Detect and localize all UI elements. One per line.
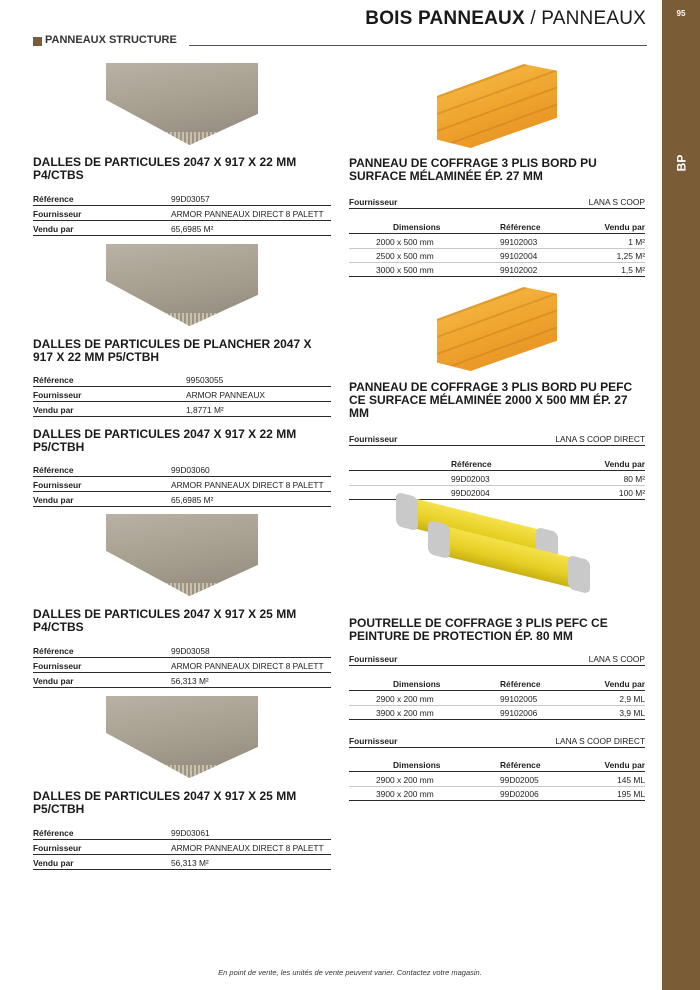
- product-title: DALLES DE PARTICULES 2047 X 917 X 22 MM P5/CTBH: [33, 427, 297, 454]
- beam-cap: [568, 555, 590, 594]
- particle-board-image: [106, 63, 258, 145]
- info-row-vendu-par: [33, 673, 331, 688]
- fournisseur-value: LANA S COOP DIRECT: [555, 736, 645, 746]
- cell-dimensions: 3900 x 200 mm: [376, 789, 434, 799]
- product-title: POUTRELLE DE COFFRAGE 3 PLIS PEFC CE PEINTURE DE PROTECTION ÉP. 80 MM: [349, 616, 608, 643]
- cell-vendu-par: 195 ML: [617, 789, 645, 799]
- info-row-vendu-par: [33, 402, 331, 417]
- vendu-par-label: Vendu par: [33, 405, 74, 415]
- vendu-par-value: 1,8771 M²: [186, 405, 224, 415]
- table-row: [349, 486, 645, 500]
- fournisseur-value: LANA S COOP DIRECT: [555, 434, 645, 444]
- table-row: [349, 249, 645, 263]
- fournisseur-value: ARMOR PANNEAUX DIRECT 8 PALETT: [171, 480, 324, 490]
- table-row: [349, 472, 645, 486]
- vendu-par-label: Vendu par: [33, 858, 74, 868]
- info-row-reference: [33, 462, 331, 477]
- fournisseur-label: Fournisseur: [349, 654, 398, 664]
- fournisseur-label: Fournisseur: [349, 434, 398, 444]
- reference-value: 99503055: [186, 375, 224, 385]
- table-row: [349, 706, 645, 720]
- info-row-reference: [33, 643, 331, 658]
- reference-label: Référence: [33, 194, 74, 204]
- reference-label: Référence: [33, 465, 74, 475]
- title-sub: PANNEAUX: [541, 8, 646, 29]
- cell-vendu-par: 1,25 M²: [616, 251, 645, 261]
- product-title: DALLES DE PARTICULES 2047 X 917 X 25 MM P4/CTBS: [33, 607, 297, 634]
- cell-reference: 99D02003: [451, 474, 490, 484]
- cell-vendu-par: 1,5 M²: [621, 265, 645, 275]
- particle-board-image: [106, 514, 258, 596]
- cell-dimensions: 3900 x 200 mm: [376, 708, 434, 718]
- info-row-reference: [33, 372, 331, 387]
- fournisseur-label: Fournisseur: [33, 480, 82, 490]
- cell-reference: 99102005: [500, 694, 538, 704]
- product-title: DALLES DE PARTICULES DE PLANCHER 2047 X 917 X 22 MM P5/CTBH: [33, 337, 312, 364]
- title-separator: /: [530, 8, 536, 29]
- fournisseur-value: ARMOR PANNEAUX: [186, 390, 265, 400]
- table-row: [349, 787, 645, 801]
- col-reference: Référence: [500, 222, 541, 232]
- formwork-beam-image: [398, 508, 598, 604]
- cell-vendu-par: 2,9 ML: [619, 694, 645, 704]
- table-header-row: [349, 677, 645, 691]
- info-row-fournisseur: [33, 840, 331, 855]
- col-dimensions: Dimensions: [393, 760, 441, 770]
- particle-board-image: [106, 696, 258, 778]
- table-header-row: [349, 220, 645, 234]
- cell-reference: 99102004: [500, 251, 538, 261]
- table-row: [349, 235, 645, 249]
- fournisseur-value: ARMOR PANNEAUX DIRECT 8 PALETT: [171, 843, 324, 853]
- page-number: 95: [676, 9, 686, 18]
- col-dimensions: Dimensions: [393, 679, 441, 689]
- vendu-par-value: 65,6985 M²: [171, 495, 214, 505]
- vendu-par-value: 56,313 M²: [171, 676, 209, 686]
- particle-board-image: [106, 244, 258, 326]
- formwork-panel-image: [437, 287, 557, 371]
- cell-reference: 99D02004: [451, 488, 490, 498]
- table-header-row: [349, 457, 645, 471]
- reference-value: 99D03058: [171, 646, 210, 656]
- fournisseur-label: Fournisseur: [349, 197, 398, 207]
- info-row-fournisseur: [349, 194, 645, 209]
- product-title: DALLES DE PARTICULES 2047 X 917 X 22 MM P4/CTBS: [33, 155, 297, 182]
- formwork-panel-image: [437, 64, 557, 148]
- info-row-fournisseur: [33, 477, 331, 492]
- product-title: DALLES DE PARTICULES 2047 X 917 X 25 MM P5/CTBH: [33, 789, 297, 816]
- table-header-row: [349, 758, 645, 772]
- beam-cap: [428, 520, 450, 559]
- fournisseur-label: Fournisseur: [33, 390, 82, 400]
- col-vendu-par: Vendu par: [604, 222, 645, 232]
- info-row-fournisseur: [33, 658, 331, 673]
- table-row: [349, 692, 645, 706]
- vendu-par-label: Vendu par: [33, 676, 74, 686]
- table-row: [349, 263, 645, 277]
- side-tab-text: BP: [673, 154, 688, 172]
- info-row-fournisseur: [33, 206, 331, 221]
- fournisseur-label: Fournisseur: [33, 661, 82, 671]
- footer-note: En point de vente, les unités de vente peuvent varier. Contactez votre magasin.: [218, 968, 482, 977]
- cell-vendu-par: 3,9 ML: [619, 708, 645, 718]
- col-reference: Référence: [500, 760, 541, 770]
- reference-label: Référence: [33, 375, 74, 385]
- cell-reference: 99102002: [500, 265, 538, 275]
- info-row-fournisseur: [349, 733, 645, 748]
- col-dimensions: Dimensions: [393, 222, 441, 232]
- vendu-par-value: 65,6985 M²: [171, 224, 214, 234]
- product-title: PANNEAU DE COFFRAGE 3 PLIS BORD PU PEFC CE SURFACE MÉLAMINÉE 2000 X 500 MM ÉP. 27 MM: [349, 380, 633, 420]
- table-row: [349, 773, 645, 787]
- info-row-fournisseur: [33, 387, 331, 402]
- info-row-reference: [33, 191, 331, 206]
- vendu-par-value: 56,313 M²: [171, 858, 209, 868]
- page-title: [365, 8, 646, 30]
- col-reference: Référence: [451, 459, 492, 469]
- product-title: PANNEAU DE COFFRAGE 3 PLIS BORD PU SURFACE MÉLAMINÉE ÉP. 27 MM: [349, 156, 597, 183]
- cell-vendu-par: 1 M²: [628, 237, 645, 247]
- cell-dimensions: 3000 x 500 mm: [376, 265, 434, 275]
- fournisseur-value: LANA S COOP: [588, 654, 645, 664]
- col-vendu-par: Vendu par: [604, 760, 645, 770]
- section-heading: [33, 34, 647, 50]
- fournisseur-value: ARMOR PANNEAUX DIRECT 8 PALETT: [171, 209, 324, 219]
- info-row-reference: [33, 825, 331, 840]
- cell-vendu-par: 100 M²: [618, 488, 645, 498]
- title-main: BOIS PANNEAUX: [365, 8, 525, 29]
- info-row-vendu-par: [33, 492, 331, 507]
- cell-vendu-par: 80 M²: [623, 474, 645, 484]
- fournisseur-label: Fournisseur: [33, 843, 82, 853]
- col-reference: Référence: [500, 679, 541, 689]
- side-tab: [662, 0, 700, 990]
- section-rule: [189, 45, 647, 46]
- fournisseur-label: Fournisseur: [33, 209, 82, 219]
- section-square-icon: [33, 37, 42, 46]
- reference-label: Référence: [33, 646, 74, 656]
- vendu-par-label: Vendu par: [33, 224, 74, 234]
- info-row-vendu-par: [33, 221, 331, 236]
- cell-reference: 99102003: [500, 237, 538, 247]
- cell-dimensions: 2000 x 500 mm: [376, 237, 434, 247]
- vendu-par-label: Vendu par: [33, 495, 74, 505]
- cell-reference: 99D02006: [500, 789, 539, 799]
- section-label: PANNEAUX STRUCTURE: [45, 34, 177, 46]
- cell-reference: 99102006: [500, 708, 538, 718]
- info-row-fournisseur: [349, 431, 645, 446]
- fournisseur-label: Fournisseur: [349, 736, 398, 746]
- cell-vendu-par: 145 ML: [617, 775, 645, 785]
- col-vendu-par: Vendu par: [604, 679, 645, 689]
- info-row-vendu-par: [33, 855, 331, 870]
- cell-dimensions: 2900 x 200 mm: [376, 694, 434, 704]
- fournisseur-value: ARMOR PANNEAUX DIRECT 8 PALETT: [171, 661, 324, 671]
- reference-label: Référence: [33, 828, 74, 838]
- info-row-fournisseur: [349, 651, 645, 666]
- cell-reference: 99D02005: [500, 775, 539, 785]
- reference-value: 99D03057: [171, 194, 210, 204]
- reference-value: 99D03060: [171, 465, 210, 475]
- cell-dimensions: 2500 x 500 mm: [376, 251, 434, 261]
- cell-dimensions: 2900 x 200 mm: [376, 775, 434, 785]
- col-vendu-par: Vendu par: [604, 459, 645, 469]
- beam-cap: [396, 492, 418, 531]
- reference-value: 99D03061: [171, 828, 210, 838]
- side-tab-label: [662, 148, 700, 178]
- fournisseur-value: LANA S COOP: [588, 197, 645, 207]
